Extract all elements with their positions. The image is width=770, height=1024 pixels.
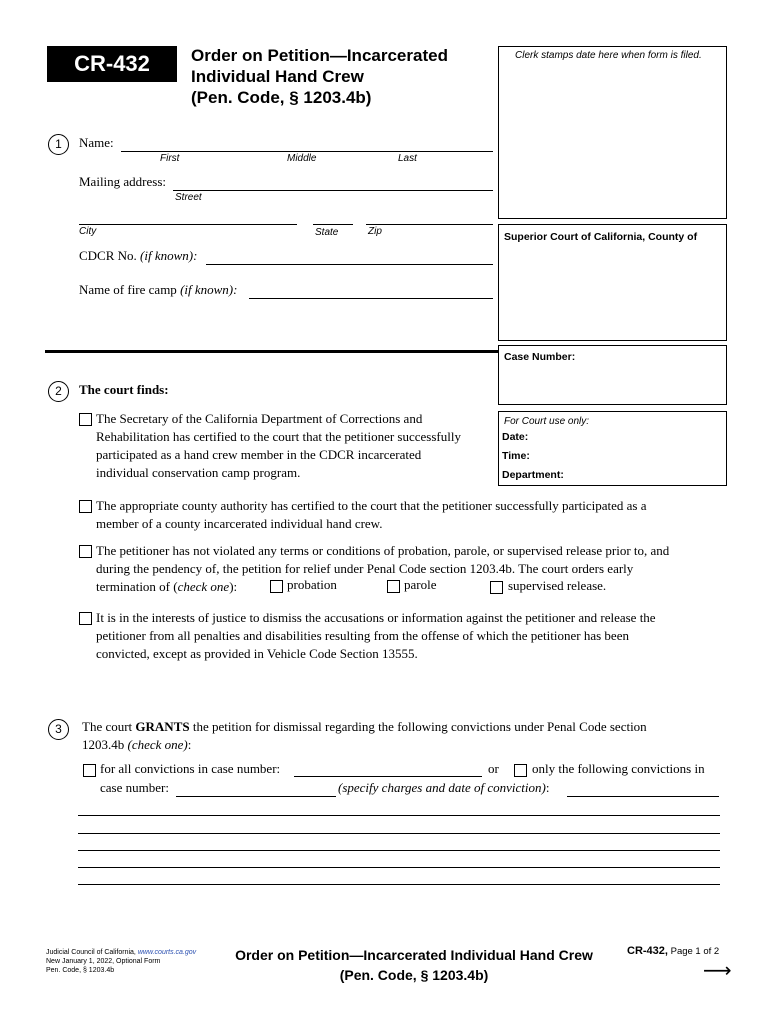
finding-cdcr-text xyxy=(96,410,496,482)
form-title-line2: Individual Hand Crew xyxy=(191,67,364,86)
section-2-number: 2 xyxy=(48,381,69,402)
last-name-hint: Last xyxy=(398,153,417,164)
finding-cdcr-line1: The Secretary of the California Department of Corrections and xyxy=(96,411,423,426)
footer-page-number: Page 1 of 2 xyxy=(667,946,720,957)
name-field[interactable] xyxy=(121,137,493,152)
all-convictions-checkbox[interactable] xyxy=(83,764,96,777)
footer-title-line2: (Pen. Code, § 1203.4b) xyxy=(339,967,489,983)
section-1-number: 1 xyxy=(48,134,69,155)
supervised-release-label: supervised release. xyxy=(508,578,607,593)
conviction-line-4[interactable] xyxy=(78,867,720,868)
footer-code-ref: Pen. Code, § 1203.4b xyxy=(46,967,115,974)
finding-county-line2: member of a county incarcerated individual hand crew. xyxy=(96,516,383,531)
grants-line1 xyxy=(82,718,732,736)
or-text: or xyxy=(488,761,499,776)
grants-line2 xyxy=(82,736,732,754)
state-hint: State xyxy=(315,227,339,238)
check-one-note: check one xyxy=(177,579,230,594)
conviction-line-1[interactable] xyxy=(78,815,720,816)
case-number-label: Case Number: xyxy=(504,351,576,363)
finding-no-violation-line1: The petitioner has not violated any terms or conditions of probation, parole, or supervised release prior to, and xyxy=(96,543,670,558)
form-title-line3: (Pen. Code, § 1203.4b) xyxy=(191,88,372,107)
finding-justice-line3: convicted, except as provided in Vehicle Code Section 13555. xyxy=(96,646,418,661)
only-following-checkbox[interactable] xyxy=(514,764,527,777)
finding-justice-line2: petitioner from all penalties and disabilities resulting from the offense of which the petitioner has been xyxy=(96,628,629,643)
finding-cdcr-line3: participated as a hand crew member in the CDCR incarcerated xyxy=(96,447,422,462)
finding-justice-text xyxy=(96,609,736,663)
finding-cdcr-line2: Rehabilitation has certified to the court that the petitioner successfully xyxy=(96,429,461,444)
finding-justice-checkbox[interactable] xyxy=(79,612,92,625)
footer-council-text: Judicial Council of California, xyxy=(46,949,138,956)
conviction-line-3[interactable] xyxy=(78,850,720,851)
next-page-arrow-icon[interactable]: ⟶ xyxy=(703,958,732,982)
supervised-release-checkbox[interactable] xyxy=(490,581,503,594)
footer-title-line1: Order on Petition—Incarcerated Individual Hand Crew xyxy=(235,947,593,963)
finding-justice-line1: It is in the interests of justice to dismiss the accusations or information against the petitioner and release the xyxy=(96,610,656,625)
finding-no-violation-line2: during the pendency of, the petition for relief under Penal Code section 1203.4b. The court orders early xyxy=(96,561,634,576)
city-field[interactable] xyxy=(79,210,297,225)
conviction-line-5[interactable] xyxy=(78,884,720,885)
fire-camp-label-text: Name of fire camp xyxy=(79,282,177,297)
all-convictions-label: for all convictions in case number: xyxy=(100,761,281,776)
grants-keyword: GRANTS xyxy=(135,719,190,734)
name-label: Name: xyxy=(79,135,114,150)
footer-council xyxy=(46,948,196,957)
parole-checkbox[interactable] xyxy=(387,580,400,593)
case-number-text: case number: xyxy=(100,780,169,795)
finding-cdcr-line4: individual conservation camp program. xyxy=(96,465,301,480)
court-department-label: Department: xyxy=(502,469,564,481)
cdcr-note: (if known): xyxy=(140,248,198,263)
probation-label: probation xyxy=(287,577,337,592)
footer-form-id: CR-432, xyxy=(627,945,668,957)
street-hint: Street xyxy=(175,192,202,203)
specify-colon: : xyxy=(545,780,550,795)
fire-camp-label xyxy=(79,282,237,298)
court-county-label: Superior Court of California, County of xyxy=(504,231,698,243)
footer-effective: New January 1, 2022, Optional Form xyxy=(46,958,161,965)
finding-cdcr-checkbox[interactable] xyxy=(79,413,92,426)
fire-camp-field[interactable] xyxy=(249,284,493,299)
specify-field[interactable] xyxy=(567,782,719,797)
mailing-address-label: Mailing address: xyxy=(79,174,167,189)
middle-name-hint: Middle xyxy=(287,153,317,164)
court-time-label: Time: xyxy=(502,450,530,462)
probation-checkbox[interactable] xyxy=(270,580,283,593)
first-name-hint: First xyxy=(160,153,180,164)
form-id-badge: CR-432 xyxy=(47,46,177,82)
parole-label: parole xyxy=(404,577,437,592)
fire-camp-note: (if known): xyxy=(180,282,238,297)
termination-colon: ): xyxy=(229,579,238,594)
cdcr-number-field[interactable] xyxy=(206,250,493,265)
form-title-line1: Order on Petition—Incarcerated xyxy=(191,46,448,65)
zip-field[interactable] xyxy=(366,210,493,225)
conviction-line-2[interactable] xyxy=(78,833,720,834)
clerk-stamp-box[interactable] xyxy=(498,46,727,219)
all-convictions-case-field[interactable] xyxy=(294,762,482,777)
grants-line1-a: The court xyxy=(82,719,136,734)
street-field[interactable] xyxy=(173,176,493,191)
section-divider xyxy=(45,350,498,353)
court-finds-heading: The court finds: xyxy=(79,382,169,397)
finding-county-line1: The appropriate county authority has certified to the court that the petitioner successfully participated as a xyxy=(96,498,647,513)
section-3-number: 3 xyxy=(48,719,69,740)
grants-line1-b: the petition for dismissal regarding the following convictions under Penal Code section xyxy=(189,719,647,734)
grants-line2-b: : xyxy=(187,737,192,752)
footer-council-link[interactable]: www.courts.ca.gov xyxy=(137,949,197,956)
finding-county-checkbox[interactable] xyxy=(79,500,92,513)
form-title xyxy=(191,45,448,108)
footer-title xyxy=(214,945,614,985)
city-hint: City xyxy=(79,226,97,237)
court-date-label: Date: xyxy=(502,431,529,443)
only-following-label: only the following convictions in xyxy=(532,761,705,776)
footer-left xyxy=(46,948,196,975)
grants-check-one: (check one) xyxy=(127,737,188,752)
grants-text xyxy=(82,718,732,754)
finding-county-text xyxy=(96,497,736,533)
specify-note xyxy=(338,780,549,796)
clerk-stamp-note: Clerk stamps date here when form is filed. xyxy=(515,50,702,61)
court-use-label: For Court use only: xyxy=(504,416,590,427)
only-following-case-field[interactable] xyxy=(176,782,336,797)
cdcr-label-text: CDCR No. xyxy=(79,248,137,263)
footer-page-info xyxy=(627,945,719,957)
zip-hint: Zip xyxy=(368,226,382,237)
grants-line2-a: 1203.4b xyxy=(82,737,128,752)
specify-note-text: (specify charges and date of conviction) xyxy=(338,780,546,795)
cdcr-label xyxy=(79,248,197,264)
finding-no-violation-checkbox[interactable] xyxy=(79,545,92,558)
termination-label: termination of ( xyxy=(96,579,178,594)
state-field[interactable] xyxy=(313,210,353,225)
